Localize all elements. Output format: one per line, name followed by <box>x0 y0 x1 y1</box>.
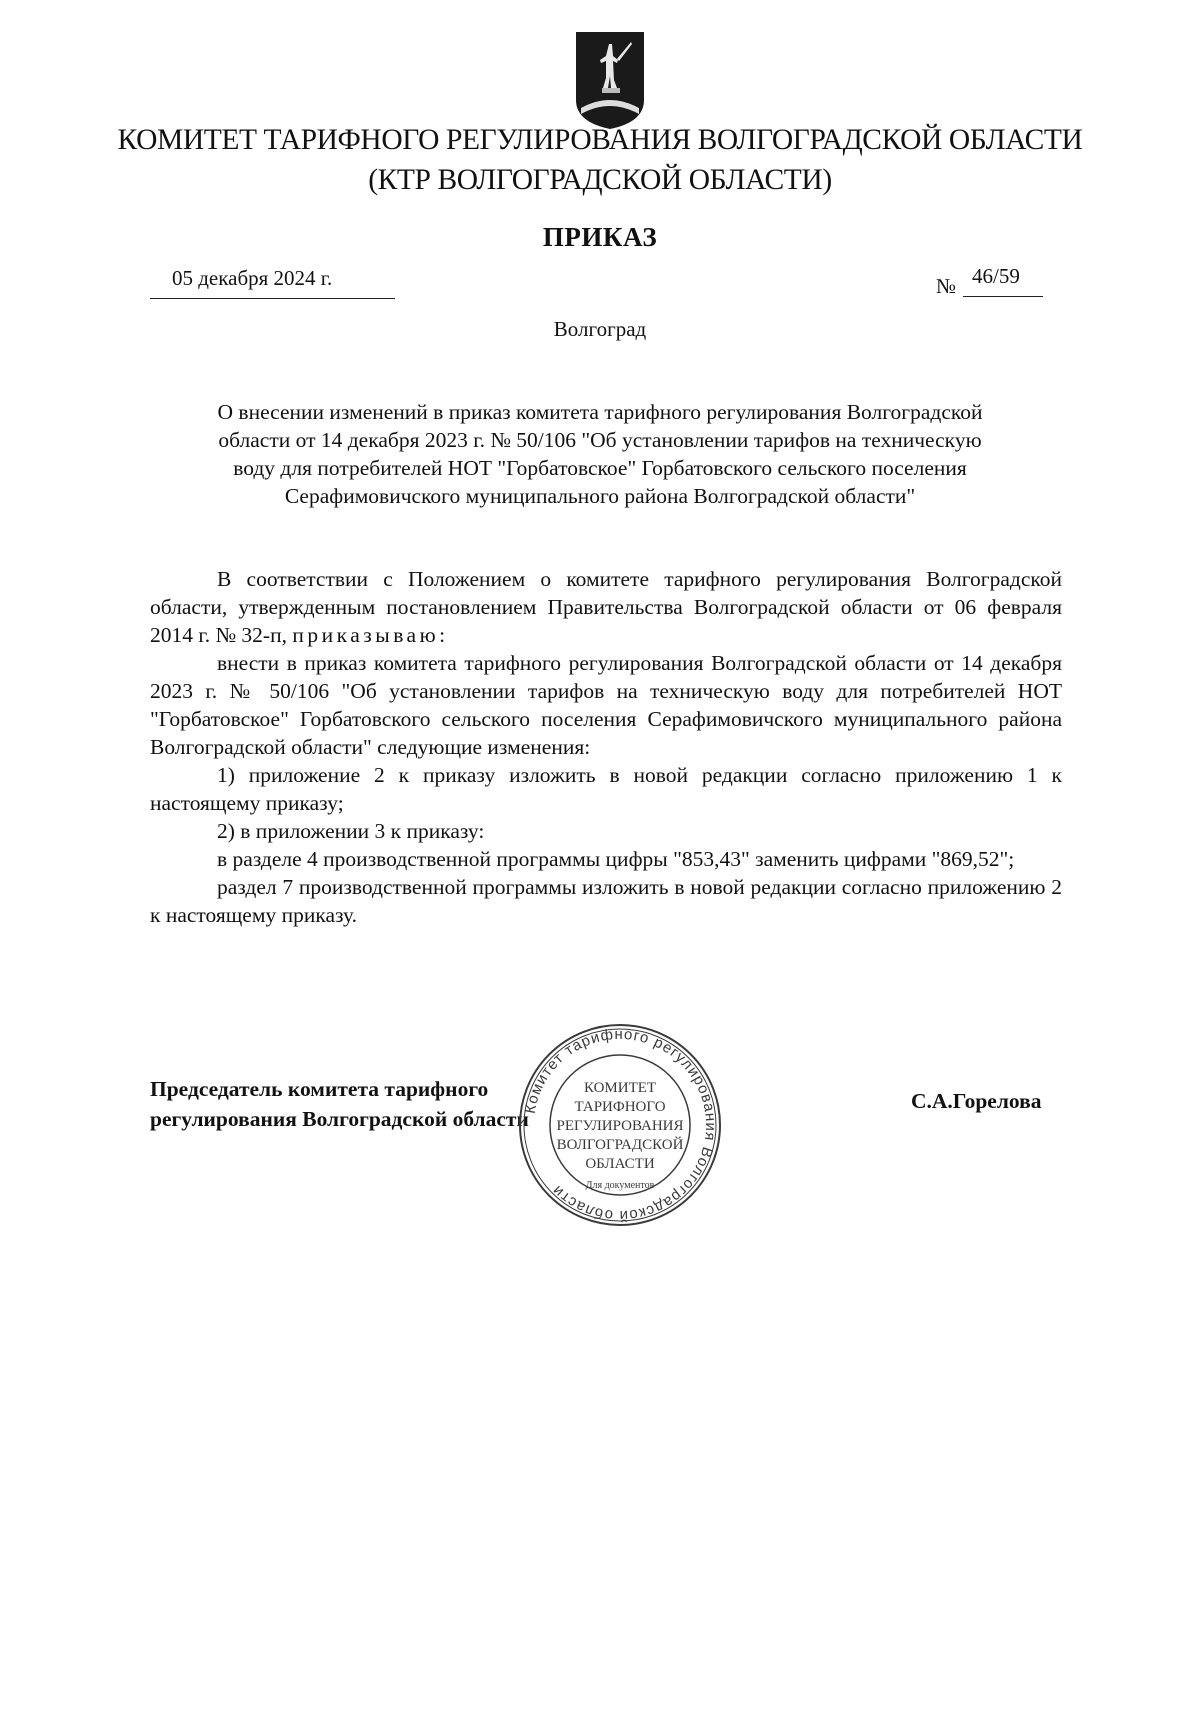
stamp-outer-text: Комитет тарифного регулирования Волгоградской области <box>521 1025 720 1225</box>
organization-abbreviation: (КТР ВОЛГОГРАДСКОЙ ОБЛАСТИ) <box>368 164 832 196</box>
signatory-name: С.А.Горелова <box>911 1089 1042 1113</box>
subject-line: Серафимовичского муниципального района Волгоградской области" <box>284 484 916 508</box>
stamp-inner-line: ВОЛГОГРАДСКОЙ <box>556 1137 684 1153</box>
signatory-position <box>150 1074 529 1134</box>
body-paragraph-amend: внести в приказ комитета тарифного регулирования Волгоградской области от 14 декабря 2023 г. № 50/106 "Об установлении тарифов на техническую воду для потребителей НОТ "Горбатовское" Горбатовского сельского поселения Серафимовичского муниципального района Волгоградской области" следующие изменения: <box>150 651 1062 759</box>
document-date: 05 декабря 2024 г. <box>172 266 333 290</box>
stamp-inner-line: ОБЛАСТИ <box>585 1156 655 1172</box>
stamp-inner-line: ТАРИФНОГО <box>574 1099 666 1115</box>
subject-line: воду для потребителей НОТ "Горбатовское" Горбатовского сельского поселения <box>233 456 967 480</box>
organization-title <box>60 120 1140 200</box>
number-underline <box>963 296 1043 297</box>
document-body <box>150 565 1062 929</box>
subject-line: области от 14 декабря 2023 г. № 50/106 "Об установлении тарифов на техническую <box>218 428 982 452</box>
signatory-position-line: регулирования Волгоградской области <box>150 1107 529 1131</box>
preamble-text: В соответствии с Положением о комитете тарифного регулирования Волгоградской области, утвержденным постановлением Правительства Волгоградской области от 06 февраля 2014 г. № 32-п, <box>150 567 1062 647</box>
official-stamp <box>510 1020 730 1230</box>
document-city: Волгоград <box>553 317 647 341</box>
coat-of-arms-icon <box>573 30 647 130</box>
document-subject <box>170 398 1030 510</box>
body-paragraph-preamble <box>150 565 1062 649</box>
body-paragraph-section4: в разделе 4 производственной программы цифры "853,43" заменить цифрами "869,52"; <box>217 847 1015 871</box>
stamp-bottom-text: Для документов <box>585 1180 655 1191</box>
document-number: 46/59 <box>972 264 1020 288</box>
number-sign: № <box>936 274 957 298</box>
date-underline <box>150 298 395 299</box>
stamp-inner-line: КОМИТЕТ <box>583 1080 657 1096</box>
stamp-inner-line: РЕГУЛИРОВАНИЯ <box>556 1118 684 1134</box>
organization-name: КОМИТЕТ ТАРИФНОГО РЕГУЛИРОВАНИЯ ВОЛГОГРАДСКОЙ ОБЛАСТИ <box>117 124 1083 156</box>
body-paragraph-section7: раздел 7 производственной программы изложить в новой редакции согласно приложению 2 к настоящему приказу. <box>150 875 1062 927</box>
document-type: ПРИКАЗ <box>542 222 658 252</box>
body-paragraph-item2: 2) в приложении 3 к приказу: <box>217 819 485 843</box>
order-word: приказываю: <box>292 623 449 647</box>
subject-line: О внесении изменений в приказ комитета тарифного регулирования Волгоградской <box>217 400 983 424</box>
signatory-position-line: Председатель комитета тарифного <box>150 1077 489 1101</box>
body-paragraph-item1: 1) приложение 2 к приказу изложить в новой редакции согласно приложению 1 к настоящему приказу; <box>150 763 1062 815</box>
